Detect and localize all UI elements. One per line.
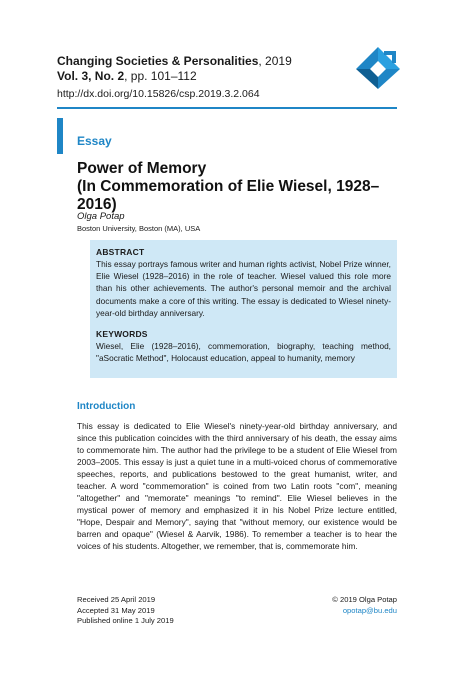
journal-pages: , pp. 101–112 <box>124 69 197 83</box>
publication-dates <box>77 595 174 627</box>
journal-volume-line <box>57 69 347 84</box>
author-affiliation: Boston University, Boston (MA), USA <box>77 224 201 233</box>
journal-year: , 2019 <box>258 54 292 68</box>
published-date: Published online 1 July 2019 <box>77 616 174 625</box>
received-date: Received 25 April 2019 <box>77 595 156 604</box>
article-title <box>77 160 397 214</box>
accepted-date: Accepted 31 May 2019 <box>77 605 155 615</box>
abstract-box <box>90 240 397 378</box>
copyright-block <box>332 595 397 616</box>
doi-link[interactable]: http://dx.doi.org/10.15826/csp.2019.3.2.064 <box>57 88 260 100</box>
abstract-text: This essay portrays famous writer and human rights activist, Nobel Prize winner, Elie Wiesel (1928–2016) in the role of teacher. Wiesel valued this role more than his other achievements. The author's personal memoir and the archival documents make a core of this writing. The essay is dedicated to Wiesel ninety-year-old birthday anniversary. <box>96 259 391 318</box>
journal-title-line <box>57 54 347 69</box>
introduction-heading: Introduction <box>77 401 136 412</box>
journal-name: Changing Societies & Personalities <box>57 54 259 68</box>
journal-header <box>57 54 347 101</box>
csp-logo-icon <box>356 47 400 89</box>
article-title-line-2: (In Commemoration of Elie Wiesel, 1928–2016) <box>77 178 380 213</box>
article-title-line-1: Power of Memory <box>77 160 207 177</box>
header-rule <box>57 107 397 109</box>
author-email-link[interactable]: opotap@bu.edu <box>342 605 397 615</box>
introduction-text: This essay is dedicated to Elie Wiesel's ninety-year-old birthday anniversary, and since this publication coincides with the third anniversary of his death, the essay aims to commemorate him. The author had the privilege to be a student of Elie Wiesel from 2003–2005. This essay is just a quiet tune in a multi-voiced chorus of commemorative speeches, reports, and publications bestowed to the great humanist, writer, and teacher. A word "commemoration" is coined from two Latin roots "com", meaning "altogether" and "memorate" meanings "to remind". Elie Wiesel believes in the mystical power of memory and emphasized it in his Nobel Prize lecture entitled, "Hope, Despair and Memory", saying that "without memory, our existence would be barren and opaque" (Wiesel & Aarvik, 1986). To remember a teacher is to hear the voices of his students. Altogether, we remember, that is, commemorate him. <box>77 421 397 552</box>
author-name: Olga Potap <box>77 211 125 222</box>
keywords-heading: KEYWORDS <box>96 329 148 340</box>
abstract-heading: ABSTRACT <box>96 247 145 257</box>
section-label: Essay <box>77 134 112 148</box>
copyright-notice: © 2019 Olga Potap <box>332 595 397 604</box>
journal-volume: Vol. 3, No. 2 <box>57 69 125 83</box>
keywords-text: Wiesel, Elie (1928–2016), commemoration, biography, teaching method, "aSocratic Method", Holocaust education, appeal to humanity, memory <box>96 341 391 364</box>
section-accent-bar <box>57 118 63 154</box>
